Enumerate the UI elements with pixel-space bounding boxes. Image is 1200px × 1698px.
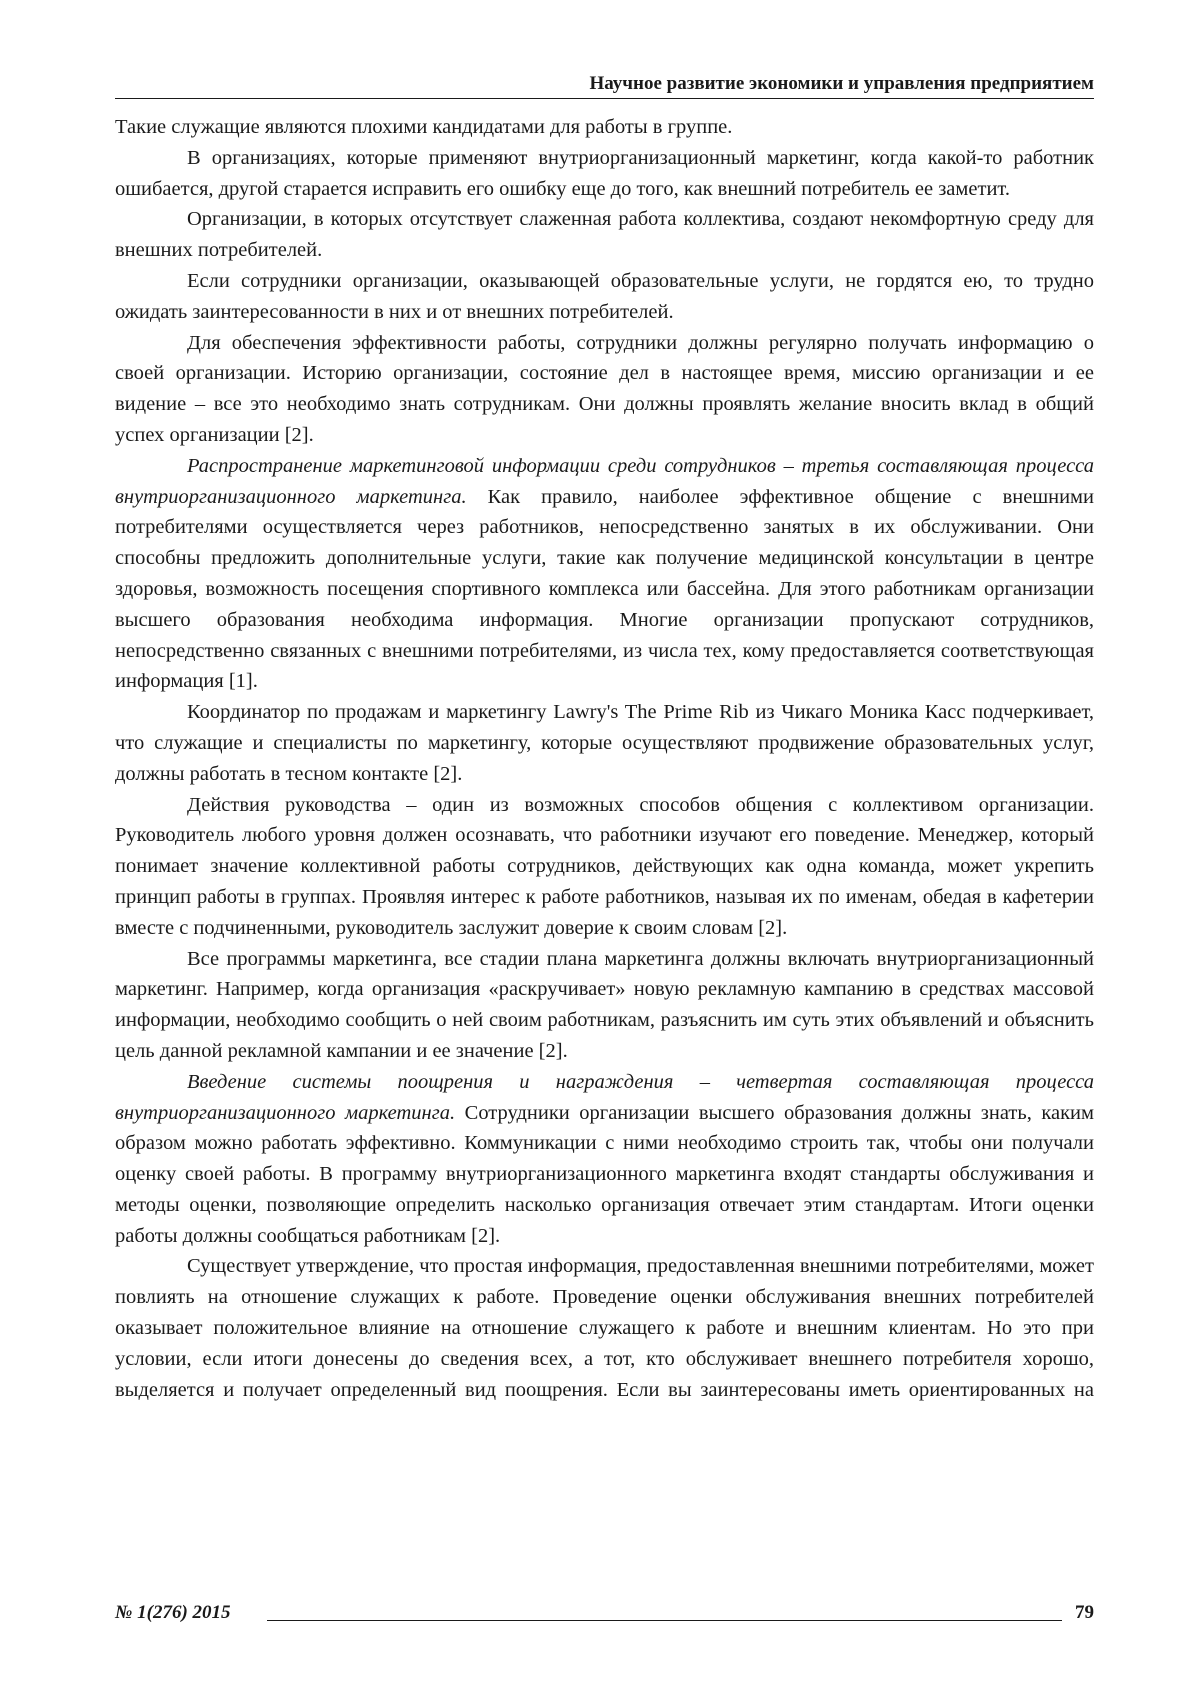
section-heading-italic: Распространение маркетинговой информации среди сотрудников – третья составляющая процесса внутриорганизационного маркетинга. xyxy=(115,455,1094,508)
paragraph: Распространение маркетинговой информации среди сотрудников – третья составляющая процесса внутриорганизационного маркетинга. Как правило, наиболее эффективное общение с внешними потребителями осуществляется через работников, непосредственно занятых в их обслуживании. Они способны предложить дополнительные услуги, такие как получение медицинской консультации в центре здоровья, возможность посещения спортивного комплекса или бассейна. Для этого работникам организации высшего образования необходима информация. Многие организации пропускают сотрудников, непосредственно связанных с внешними потребителями, из числа тех, кому предоставляется соответствующая информация [1]. xyxy=(115,451,1094,697)
footer-rule xyxy=(267,1620,1062,1621)
section-heading-italic: Введение системы поощрения и награждения – четвертая составляющая процесса внутриорганизационного маркетинга. xyxy=(115,1071,1094,1124)
page-number: 79 xyxy=(1075,1602,1094,1624)
article-body xyxy=(115,112,1094,1405)
paragraph: Существует утверждение, что простая информация, предоставленная внешними потребителями, может повлиять на отношение служащих к работе. Проведение оценки обслуживания внешних потребителей оказывает положительное влияние на отношение служащего к работе и внешним клиентам. Но это при условии, если итоги донесены до сведения всех, а тот, кто обслуживает внешнего потребителя хорошо, выделяется и получает определенный вид поощрения. Если вы заинтересованы иметь ориентированных на xyxy=(115,1251,1094,1405)
paragraph: В организациях, которые применяют внутриорганизационный маркетинг, когда какой-то работник ошибается, другой старается исправить его ошибку еще до того, как внешний потребитель ее заметит. xyxy=(115,143,1094,205)
paragraph: Такие служащие являются плохими кандидатами для работы в группе. xyxy=(115,112,1094,143)
issue-number: № 1(276) 2015 xyxy=(115,1602,231,1624)
paragraph: Координатор по продажам и маркетингу Lawry's The Prime Rib из Чикаго Моника Касс подчеркивает, что служащие и специалисты по маркетингу, которые осуществляют продвижение образовательных услуг, должны работать в тесном контакте [2]. xyxy=(115,697,1094,789)
journal-title: Научное развитие экономики и управления предприятием xyxy=(589,73,1094,94)
paragraph: Введение системы поощрения и награждения – четвертая составляющая процесса внутриорганизационного маркетинга. Сотрудники организации высшего образования должны знать, каким образом можно работать эффективно. Коммуникации с ними необходимо строить так, чтобы они получали оценку своей работы. В программу внутриорганизационного маркетинга входят стандарты обслуживания и методы оценки, позволяющие определить насколько организация отвечает этим стандартам. Итоги оценки работы должны сообщаться работникам [2]. xyxy=(115,1067,1094,1252)
paragraph: Действия руководства – один из возможных способов общения с коллективом организации. Руководитель любого уровня должен осознавать, что работники изучают его поведение. Менеджер, который понимает значение коллективной работы сотрудников, действующих как одна команда, может укрепить принцип работы в группах. Проявляя интерес к работе работников, называя их по именам, обедая в кафетерии вместе с подчиненными, руководитель заслужит доверие к своим словам [2]. xyxy=(115,790,1094,944)
paragraph: Организации, в которых отсутствует слаженная работа коллектива, создают некомфортную среду для внешних потребителей. xyxy=(115,204,1094,266)
paragraph: Если сотрудники организации, оказывающей образовательные услуги, не гордятся ею, то трудно ожидать заинтересованности в них и от внешних потребителей. xyxy=(115,266,1094,328)
paragraph: Все программы маркетинга, все стадии плана маркетинга должны включать внутриорганизационный маркетинг. Например, когда организация «раскручивает» новую рекламную кампанию в средствах массовой информации, необходимо сообщить о ней своим работникам, разъяснить им суть этих объявлений и объяснить цель данной рекламной кампании и ее значение [2]. xyxy=(115,944,1094,1067)
running-header xyxy=(115,70,1094,99)
paragraph: Для обеспечения эффективности работы, сотрудники должны регулярно получать информацию о своей организации. Историю организации, состояние дел в настоящее время, миссию организации и ее видение – все это необходимо знать сотрудникам. Они должны проявлять желание вносить вклад в общий успех организации [2]. xyxy=(115,328,1094,451)
running-footer xyxy=(115,1598,1094,1630)
